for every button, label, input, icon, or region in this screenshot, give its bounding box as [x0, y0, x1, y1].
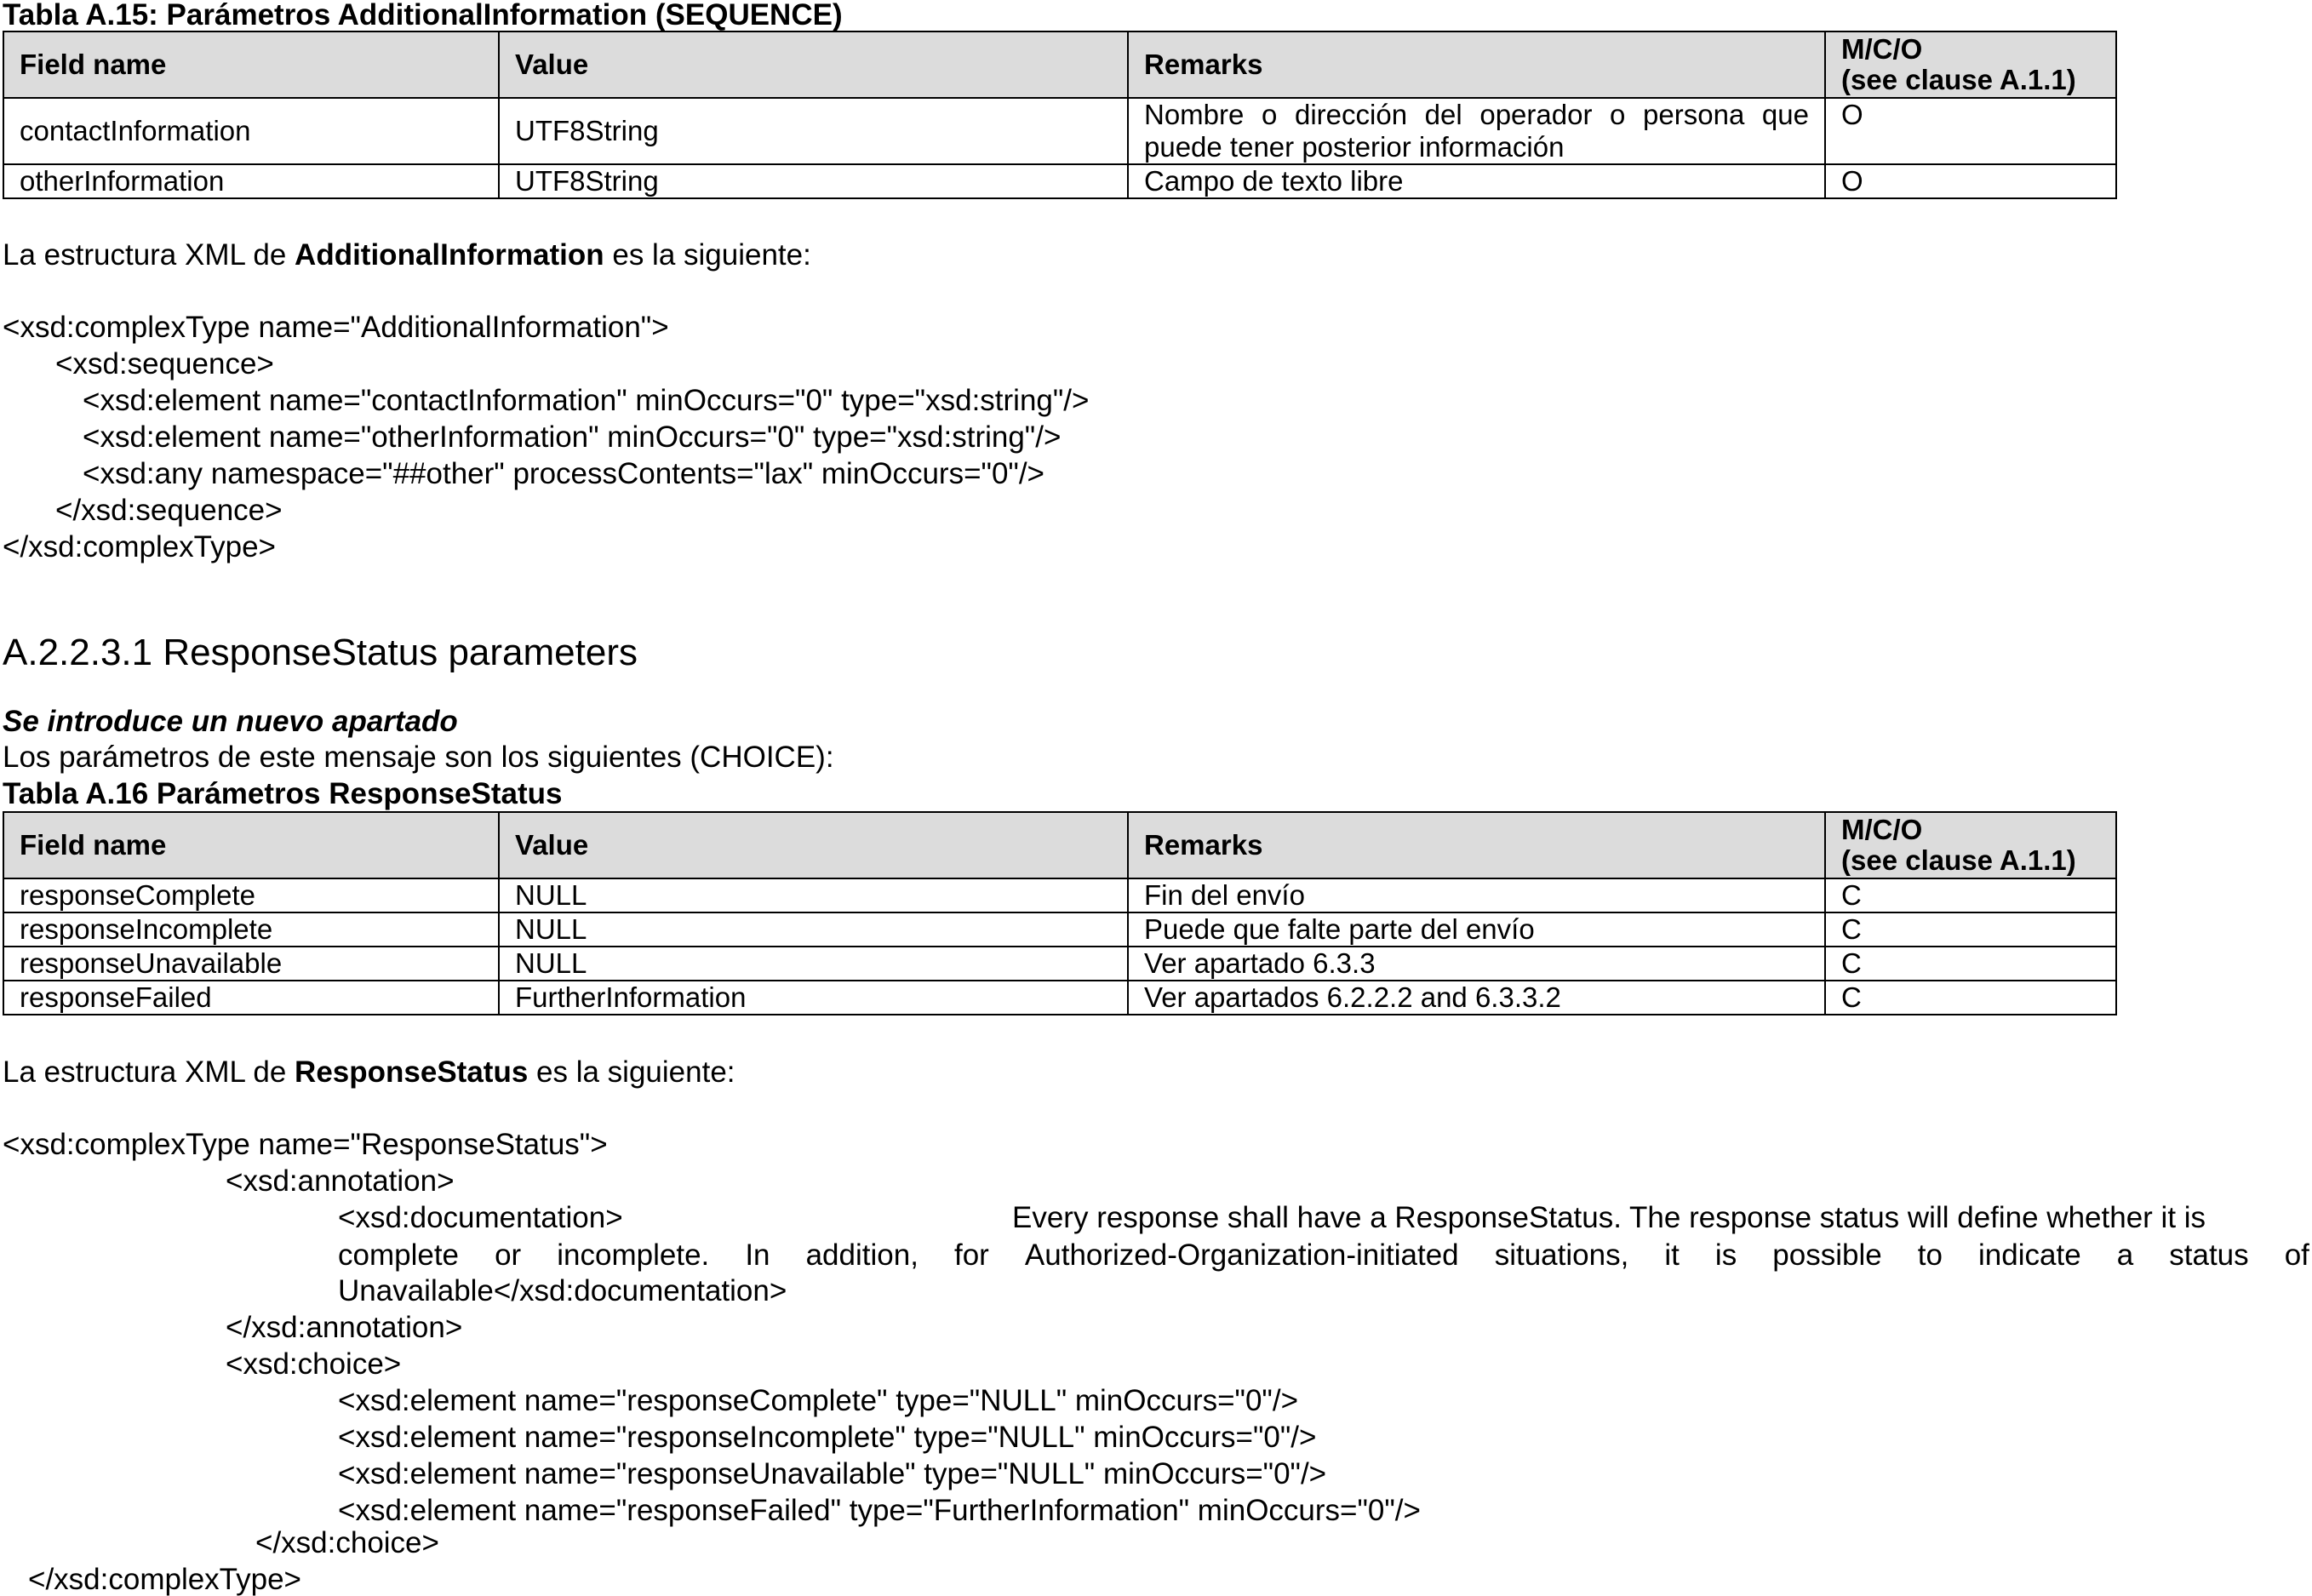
documentation-word: for	[953, 1238, 989, 1272]
cell-value: NULL	[499, 947, 1128, 981]
cell-field: responseIncomplete	[3, 912, 499, 947]
table1-caption: Tabla A.15: Parámetros AdditionalInformation (SEQUENCE)	[3, 0, 843, 31]
xml-line: <xsd:choice>	[226, 1347, 402, 1381]
documentation-word: incomplete.	[557, 1238, 710, 1272]
table-row	[3, 98, 2116, 164]
documentation-word: In	[745, 1238, 770, 1272]
new-section-note: Se introduce un nuevo apartado	[3, 705, 458, 738]
documentation-word: indicate	[1978, 1238, 2081, 1272]
cell-value: UTF8String	[499, 98, 1128, 164]
cell-value: NULL	[499, 878, 1128, 912]
documentation-word: it	[1664, 1238, 1680, 1272]
header-mco	[1825, 31, 2116, 98]
documentation-word: status	[2169, 1238, 2249, 1272]
table-header-row	[3, 812, 2116, 878]
header-mco	[1825, 812, 2116, 878]
header-value: Value	[499, 812, 1128, 878]
documentation-word: situations,	[1494, 1238, 1629, 1272]
xml-line: <xsd:any namespace="##other" processContents="lax" minOccurs="0"/>	[83, 457, 1044, 490]
response-status-table	[3, 811, 2117, 1015]
table-row	[3, 981, 2116, 1015]
header-remarks: Remarks	[1128, 812, 1825, 878]
xml-line: <xsd:annotation>	[226, 1164, 455, 1198]
cell-remarks	[1128, 98, 1825, 164]
documentation-words	[338, 1237, 2309, 1273]
cell-value: UTF8String	[499, 164, 1128, 198]
documentation-word: to	[1917, 1238, 1943, 1272]
cell-mco: O	[1825, 164, 2116, 198]
table-row	[3, 947, 2116, 981]
xml-line: </xsd:choice>	[255, 1526, 439, 1559]
header-field-name: Field name	[3, 812, 499, 878]
table-row	[3, 878, 2116, 912]
table-row	[3, 164, 2116, 198]
cell-field: contactInformation	[3, 98, 499, 164]
header-mco-label: M/C/O	[1841, 813, 1923, 845]
cell-mco: C	[1825, 912, 2116, 947]
xml-line: <xsd:element name="responseComplete" type="NULL" minOccurs="0"/>	[338, 1384, 1299, 1417]
header-remarks: Remarks	[1128, 31, 1825, 98]
cell-remarks: Puede que falte parte del envío	[1128, 912, 1825, 947]
xml-line: <xsd:sequence>	[55, 347, 274, 380]
cell-field: responseUnavailable	[3, 947, 499, 981]
documentation-word: of	[2284, 1238, 2309, 1272]
xml-line: </xsd:complexType>	[28, 1563, 301, 1596]
cell-remarks: Campo de texto libre	[1128, 164, 1825, 198]
cell-mco: C	[1825, 981, 2116, 1015]
table-row	[3, 912, 2116, 947]
documentation-text: Every response shall have a ResponseStatus. The response status will define whether it is	[1012, 1201, 2206, 1234]
remarks-line: puede tener posterior información	[1144, 130, 1565, 163]
intro-text: Los parámetros de este mensaje son los siguientes (CHOICE):	[3, 741, 834, 774]
xml-line: <xsd:complexType name="ResponseStatus">	[3, 1128, 608, 1161]
cell-remarks: Ver apartados 6.2.2.2 and 6.3.3.2	[1128, 981, 1825, 1015]
paragraph-response-status	[3, 1057, 735, 1087]
paragraph-bold-term: ResponseStatus	[295, 1055, 529, 1089]
header-value: Value	[499, 31, 1128, 98]
cell-value: NULL	[499, 912, 1128, 947]
xml-line: </xsd:complexType>	[3, 530, 276, 563]
xml-line: Unavailable</xsd:documentation>	[338, 1274, 787, 1307]
documentation-word: complete	[338, 1238, 460, 1272]
cell-mco: C	[1825, 947, 2116, 981]
paragraph-bold-term: AdditionalInformation	[295, 238, 604, 272]
xml-line: </xsd:sequence>	[55, 494, 283, 527]
cell-mco: O	[1825, 98, 2116, 164]
xml-line: <xsd:element name="otherInformation" minOccurs="0" type="xsd:string"/>	[83, 420, 1062, 454]
cell-field: responseComplete	[3, 878, 499, 912]
documentation-word: is	[1714, 1238, 1737, 1272]
cell-field: otherInformation	[3, 164, 499, 198]
documentation-justified-line	[338, 1237, 2309, 1273]
xml-line: <xsd:complexType name="AdditionalInformation">	[3, 311, 669, 344]
documentation-word: Authorized-Organization-initiated	[1024, 1238, 1459, 1272]
cell-mco: C	[1825, 878, 2116, 912]
section-heading: A.2.2.3.1 ResponseStatus parameters	[3, 632, 638, 673]
cell-remarks: Ver apartado 6.3.3	[1128, 947, 1825, 981]
xml-line: </xsd:annotation>	[226, 1311, 463, 1344]
xml-line: <xsd:documentation>	[338, 1201, 623, 1234]
header-mco-clause: (see clause A.1.1)	[1841, 64, 2076, 95]
paragraph-text: La estructura XML de	[3, 1055, 295, 1089]
paragraph-additional-info	[3, 240, 811, 270]
table2-caption: Tabla A.16 Parámetros ResponseStatus	[3, 777, 563, 810]
xml-line: <xsd:element name="responseFailed" type="FurtherInformation" minOccurs="0"/>	[338, 1494, 1421, 1527]
documentation-word: addition,	[805, 1238, 919, 1272]
cell-remarks: Fin del envío	[1128, 878, 1825, 912]
xml-line: <xsd:element name="responseIncomplete" type="NULL" minOccurs="0"/>	[338, 1421, 1317, 1454]
cell-field: responseFailed	[3, 981, 499, 1015]
documentation-word: a	[2116, 1238, 2134, 1272]
documentation-word: or	[495, 1238, 522, 1272]
remarks-line: Nombre o dirección del operador o persona que	[1144, 99, 1809, 130]
header-field-name: Field name	[3, 31, 499, 98]
paragraph-text: es la siguiente:	[528, 1055, 735, 1089]
additional-information-table	[3, 31, 2117, 199]
paragraph-text: La estructura XML de	[3, 238, 295, 272]
xml-line: <xsd:element name="contactInformation" minOccurs="0" type="xsd:string"/>	[83, 384, 1090, 417]
cell-value: FurtherInformation	[499, 981, 1128, 1015]
header-mco-label: M/C/O	[1841, 32, 1923, 65]
table-header-row	[3, 31, 2116, 98]
documentation-word: possible	[1772, 1238, 1882, 1272]
xml-line: <xsd:element name="responseUnavailable" type="NULL" minOccurs="0"/>	[338, 1457, 1327, 1490]
header-mco-clause: (see clause A.1.1)	[1841, 844, 2076, 876]
paragraph-text: es la siguiente:	[604, 238, 811, 272]
